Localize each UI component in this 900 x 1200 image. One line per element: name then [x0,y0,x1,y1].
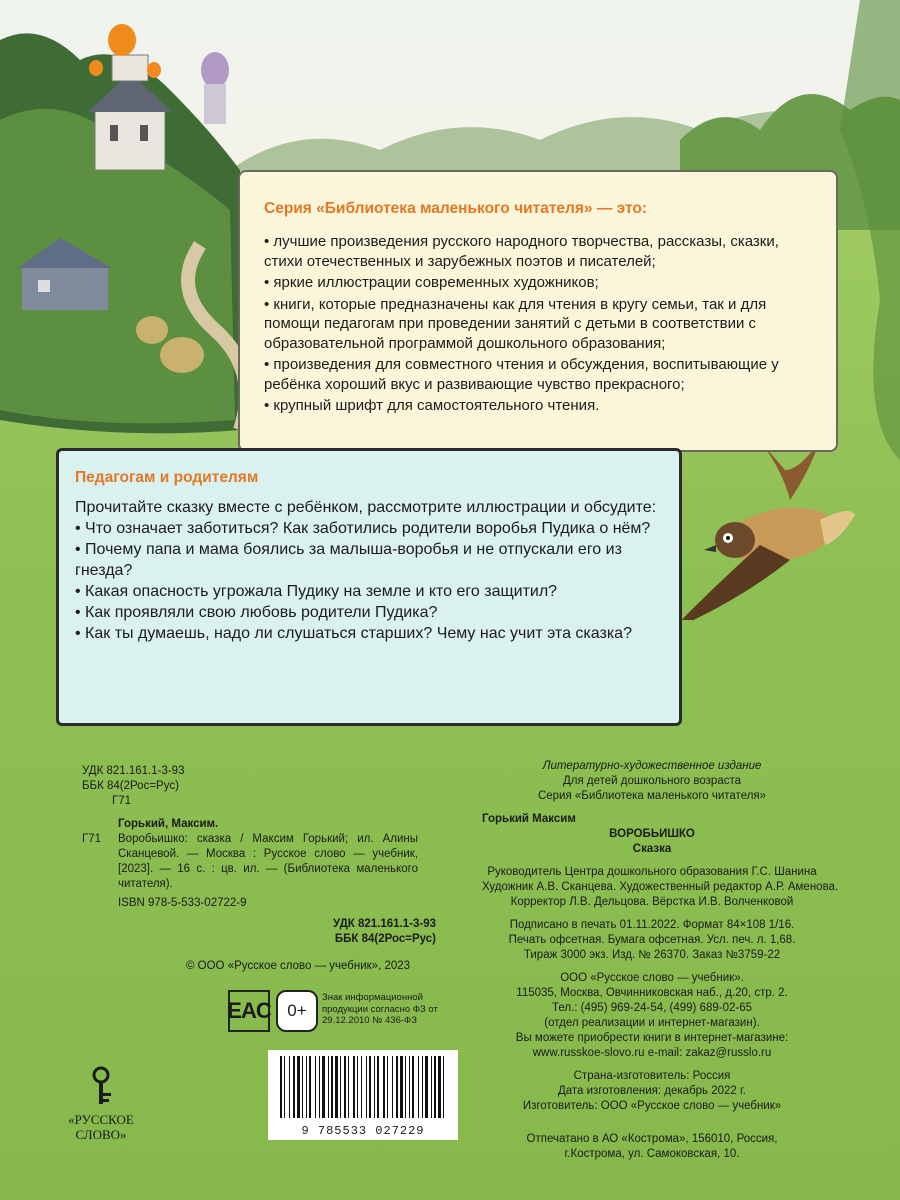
parents-title: Педагогам и родителям [75,469,259,486]
barcode-bar [322,1056,325,1118]
imprint-line: Руководитель Центра дошкольного образования Г.С. Шанина [487,866,817,878]
barcode-bar [392,1056,393,1118]
imprint-line: www.russkoe-slovo.ru e-mail: zakaz@russlo.ru [532,1047,772,1059]
question-item: • Как ты думаешь, надо ли слушаться старших? Чему нас учит эта сказка? [75,625,632,642]
imprint-line: Тираж 3000 экз. Изд. № 26370. Заказ №3759-22 [523,949,781,961]
series-list [264,232,810,416]
barcode-bar [361,1056,362,1118]
series-item: • яркие иллюстрации современных художников; [264,274,599,291]
barcode-bar [348,1056,349,1118]
publisher-imprint [482,759,839,1162]
barcode-bar [315,1056,316,1118]
age-rating-note: Знак информационной продукции согласно ФЗ от 29.12.2010 № 436-ФЗ [322,992,438,1026]
barcode-bar [377,1056,379,1118]
barcode-bar [353,1056,355,1118]
question-item: • Как проявляли свою любовь родители Пудика? [75,604,438,621]
logo-line-1: «РУССКОЕ [68,1112,134,1127]
barcode-bar [289,1056,290,1118]
imprint-line: Серия «Библиотека маленького читателя» [537,790,767,802]
barcode-bar [369,1056,371,1118]
catalog-code: Г71 [82,833,102,845]
eac-mark: EAC [228,990,270,1032]
series-item: • лучшие произведения русского народного творчества, рассказы, сказки, стихи отечественных и зарубежных поэтов и писателей; [264,233,779,270]
barcode-digits: 9 785533 027229 [301,1124,425,1138]
barcode-bar [434,1056,436,1118]
parents-intro: Прочитайте сказку вместе с ребёнком, рассмотрите иллюстрации и обсудите: [75,499,657,516]
barcode-bar [293,1056,295,1118]
imprint-line: 115035, Москва, Овчинниковская наб., д.20, стр. 2. [516,987,788,999]
imprint-line: ООО «Русское слово — учебник». [560,972,744,984]
barcode-bar [284,1056,285,1118]
catalog-imprint [82,764,462,974]
barcode [268,1050,458,1140]
author-heading: Горький, Максим. [118,818,219,830]
barcode-bar [331,1056,333,1118]
imprint-line: Изготовитель: ООО «Русское слово — учебник» [522,1100,782,1112]
barcode-bar [374,1056,375,1118]
question-item: • Что означает заботиться? Как заботились родители воробья Пудика о нём? [75,520,651,537]
barcode-bar [319,1056,320,1118]
imprint-line: Для детей дошкольного возраста [562,775,741,787]
barcode-bar [335,1056,338,1118]
imprint-line: (отдел реализации и интернет-магазин). [544,1017,760,1029]
imprint-line: Отпечатано в АО «Кострома», 156010, Россия, [526,1133,778,1145]
barcode-bar [405,1056,406,1118]
imprint-author: Горький Максим [482,813,576,825]
barcode-bar [366,1056,367,1118]
imprint-line: Подписано в печать 01.11.2022. Формат 84×108 1/16. [509,919,795,931]
isbn: ISBN 978-5-533-02722-9 [118,897,247,909]
barcode-bar [340,1056,341,1118]
barcode-bar [344,1056,346,1118]
barcode-bar [443,1056,444,1118]
barcode-bar [297,1056,300,1118]
parents-info-box [56,448,682,726]
barcode-bar [438,1056,441,1118]
imprint-genre: Сказка [632,843,672,855]
logo-line-2: СЛОВО» [75,1127,127,1142]
udk-code: УДК 821.161.1-3-93 [82,765,185,777]
imprint-line: Печать офсетная. Бумага офсетная. Усл. печ. л. 1,68. [508,934,796,946]
imprint-line: Художник А.В. Сканцева. Художественный редактор А.Р. Аменова. [482,881,839,893]
book-description: Воробьишко: сказка / Максим Горький; ил. Алины Сканцевой. — Москва : Русское слово — учебник, [2023]. — 16 с. : цв. ил. — (Библиотека маленького читателя). [118,833,418,890]
question-item: • Почему папа и мама боялись за малыша-воробья и не отпускали его из гнезда? [75,541,622,579]
barcode-bar [412,1056,414,1118]
question-item: • Какая опасность угрожала Пудику на земле и кто его защитил? [75,583,558,600]
imprint-line: Страна-изготовитель: Россия [573,1070,731,1082]
age-rating-badge: 0+ [276,990,318,1032]
barcode-bar [425,1056,428,1118]
imprint-line: Вы можете приобрести книги в интернет-магазине: [515,1032,789,1044]
imprint-line: Литературно-художественное издание [542,760,762,772]
barcode-icon [268,1050,458,1122]
barcode-bar [309,1056,311,1118]
barcode-bar [431,1056,432,1118]
bbk-code: ББК 84(2Рос=Рус) [82,780,179,792]
udk-code-right: УДК 821.161.1-3-93 [333,918,436,930]
barcode-bar [400,1056,403,1118]
barcode-bar [328,1056,329,1118]
imprint-line: г.Кострома, ул. Самоковская, 10. [564,1148,740,1160]
series-info-box [238,170,838,452]
series-item: • книги, которые предназначены как для чтения в кругу семьи, так и для помощи педагогам при проведении занятий с детьми в соответствии с образовательной программой дошкольного образования; [264,295,767,352]
barcode-bar [396,1056,398,1118]
key-icon [81,1065,121,1107]
series-item: • крупный шрифт для самостоятельного чтения. [264,397,600,414]
series-item: • произведения для совместного чтения и обсуждения, воспитывающие у ребёнка хороший вкус и развивающие чувство прекрасного; [264,356,779,393]
imprint-title: ВОРОБЬИШКО [609,828,695,840]
imprint-line: Дата изготовления: декабрь 2022 г. [557,1085,747,1097]
barcode-bar [422,1056,423,1118]
barcode-bar [409,1056,410,1118]
series-title: Серия «Библиотека маленького читателя» — это: [264,200,648,217]
author-mark: Г71 [112,795,132,807]
barcode-bar [418,1056,419,1118]
copyright: © ООО «Русское слово — учебник», 2023 [186,960,411,972]
barcode-bar [280,1056,282,1118]
barcode-bar [357,1056,358,1118]
barcode-bar [383,1056,385,1118]
barcode-bar [302,1056,303,1118]
bbk-code-right: ББК 84(2Рос=Рус) [334,933,436,945]
questions-list [75,518,663,644]
imprint-line: Тел.: (495) 969-24-54, (499) 689-02-65 [551,1002,753,1014]
barcode-bar [387,1056,388,1118]
barcode-bar [306,1056,307,1118]
imprint-line: Корректор Л.В. Дельцова. Вёрстка И.В. Волченковой [510,896,794,908]
publisher-logo [56,1065,146,1142]
